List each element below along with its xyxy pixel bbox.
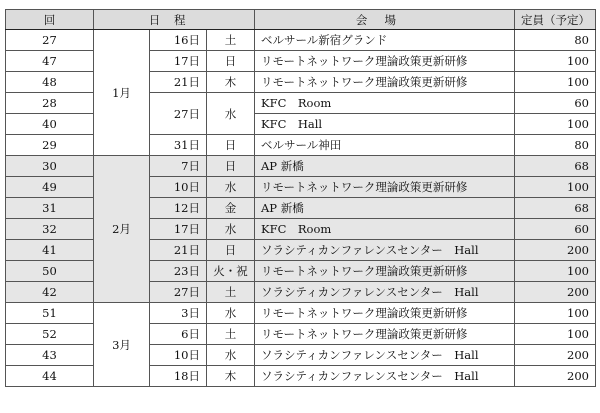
session-number: 48 (6, 72, 94, 93)
date-day: 3日 (150, 303, 207, 324)
date-day: 10日 (150, 177, 207, 198)
day-of-week: 水 (207, 303, 255, 324)
header-row (6, 10, 596, 30)
session-number: 43 (6, 345, 94, 366)
session-number: 50 (6, 261, 94, 282)
date-day: 31日 (150, 135, 207, 156)
date-day: 6日 (150, 324, 207, 345)
capacity-value: 68 (515, 198, 596, 219)
capacity-value: 68 (515, 156, 596, 177)
day-of-week: 水 (207, 219, 255, 240)
venue-name: ベルサール神田 (255, 135, 515, 156)
month-label: 1月 (94, 30, 150, 156)
table-row (6, 30, 596, 51)
session-number: 44 (6, 366, 94, 387)
table-row (6, 303, 596, 324)
session-number: 41 (6, 240, 94, 261)
session-number: 51 (6, 303, 94, 324)
day-of-week: 日 (207, 240, 255, 261)
header-date: 日程 (94, 10, 255, 30)
capacity-value: 100 (515, 114, 596, 135)
venue-name: リモートネットワーク理論政策更新研修 (255, 261, 515, 282)
header-number: 回 (6, 10, 94, 30)
date-day: 16日 (150, 30, 207, 51)
date-day: 7日 (150, 156, 207, 177)
session-number: 47 (6, 51, 94, 72)
day-of-week: 金 (207, 198, 255, 219)
capacity-value: 100 (515, 303, 596, 324)
date-day: 21日 (150, 72, 207, 93)
capacity-value: 100 (515, 324, 596, 345)
venue-name: リモートネットワーク理論政策更新研修 (255, 177, 515, 198)
session-number: 49 (6, 177, 94, 198)
venue-name: ソラシティカンファレンスセンター Hall (255, 240, 515, 261)
day-of-week: 水 (207, 345, 255, 366)
day-of-week: 木 (207, 366, 255, 387)
venue-name: AP 新橋 (255, 156, 515, 177)
session-number: 27 (6, 30, 94, 51)
date-day: 12日 (150, 198, 207, 219)
date-day: 17日 (150, 219, 207, 240)
table-header (6, 10, 596, 30)
day-of-week: 日 (207, 135, 255, 156)
day-of-week: 土 (207, 282, 255, 303)
day-of-week: 土 (207, 324, 255, 345)
venue-name: ベルサール新宿グランド (255, 30, 515, 51)
venue-name: リモートネットワーク理論政策更新研修 (255, 324, 515, 345)
day-of-week: 水 (207, 93, 255, 135)
capacity-value: 80 (515, 30, 596, 51)
date-day: 21日 (150, 240, 207, 261)
capacity-value: 60 (515, 93, 596, 114)
capacity-value: 60 (515, 219, 596, 240)
venue-name: リモートネットワーク理論政策更新研修 (255, 51, 515, 72)
venue-name: ソラシティカンファレンスセンター Hall (255, 282, 515, 303)
capacity-value: 100 (515, 72, 596, 93)
date-day: 17日 (150, 51, 207, 72)
schedule-table (5, 9, 596, 387)
date-day: 18日 (150, 366, 207, 387)
capacity-value: 200 (515, 366, 596, 387)
session-number: 52 (6, 324, 94, 345)
capacity-value: 200 (515, 240, 596, 261)
session-number: 31 (6, 198, 94, 219)
header-venue: 会場 (255, 10, 515, 30)
venue-name: ソラシティカンファレンスセンター Hall (255, 345, 515, 366)
session-number: 40 (6, 114, 94, 135)
venue-name: KFC Hall (255, 114, 515, 135)
table-row (6, 156, 596, 177)
date-day: 10日 (150, 345, 207, 366)
session-number: 29 (6, 135, 94, 156)
date-day: 27日 (150, 93, 207, 135)
capacity-value: 100 (515, 261, 596, 282)
session-number: 32 (6, 219, 94, 240)
month-label: 3月 (94, 303, 150, 387)
day-of-week: 火・祝 (207, 261, 255, 282)
day-of-week: 日 (207, 156, 255, 177)
venue-name: リモートネットワーク理論政策更新研修 (255, 303, 515, 324)
capacity-value: 200 (515, 282, 596, 303)
date-day: 27日 (150, 282, 207, 303)
table-body (6, 30, 596, 387)
capacity-value: 80 (515, 135, 596, 156)
venue-name: リモートネットワーク理論政策更新研修 (255, 72, 515, 93)
capacity-value: 100 (515, 177, 596, 198)
venue-name: ソラシティカンファレンスセンター Hall (255, 366, 515, 387)
session-number: 28 (6, 93, 94, 114)
day-of-week: 木 (207, 72, 255, 93)
day-of-week: 日 (207, 51, 255, 72)
venue-name: KFC Room (255, 93, 515, 114)
day-of-week: 水 (207, 177, 255, 198)
day-of-week: 土 (207, 30, 255, 51)
date-day: 23日 (150, 261, 207, 282)
month-label: 2月 (94, 156, 150, 303)
session-number: 42 (6, 282, 94, 303)
header-capacity: 定員（予定） (515, 10, 596, 30)
capacity-value: 200 (515, 345, 596, 366)
session-number: 30 (6, 156, 94, 177)
venue-name: AP 新橋 (255, 198, 515, 219)
venue-name: KFC Room (255, 219, 515, 240)
capacity-value: 100 (515, 51, 596, 72)
